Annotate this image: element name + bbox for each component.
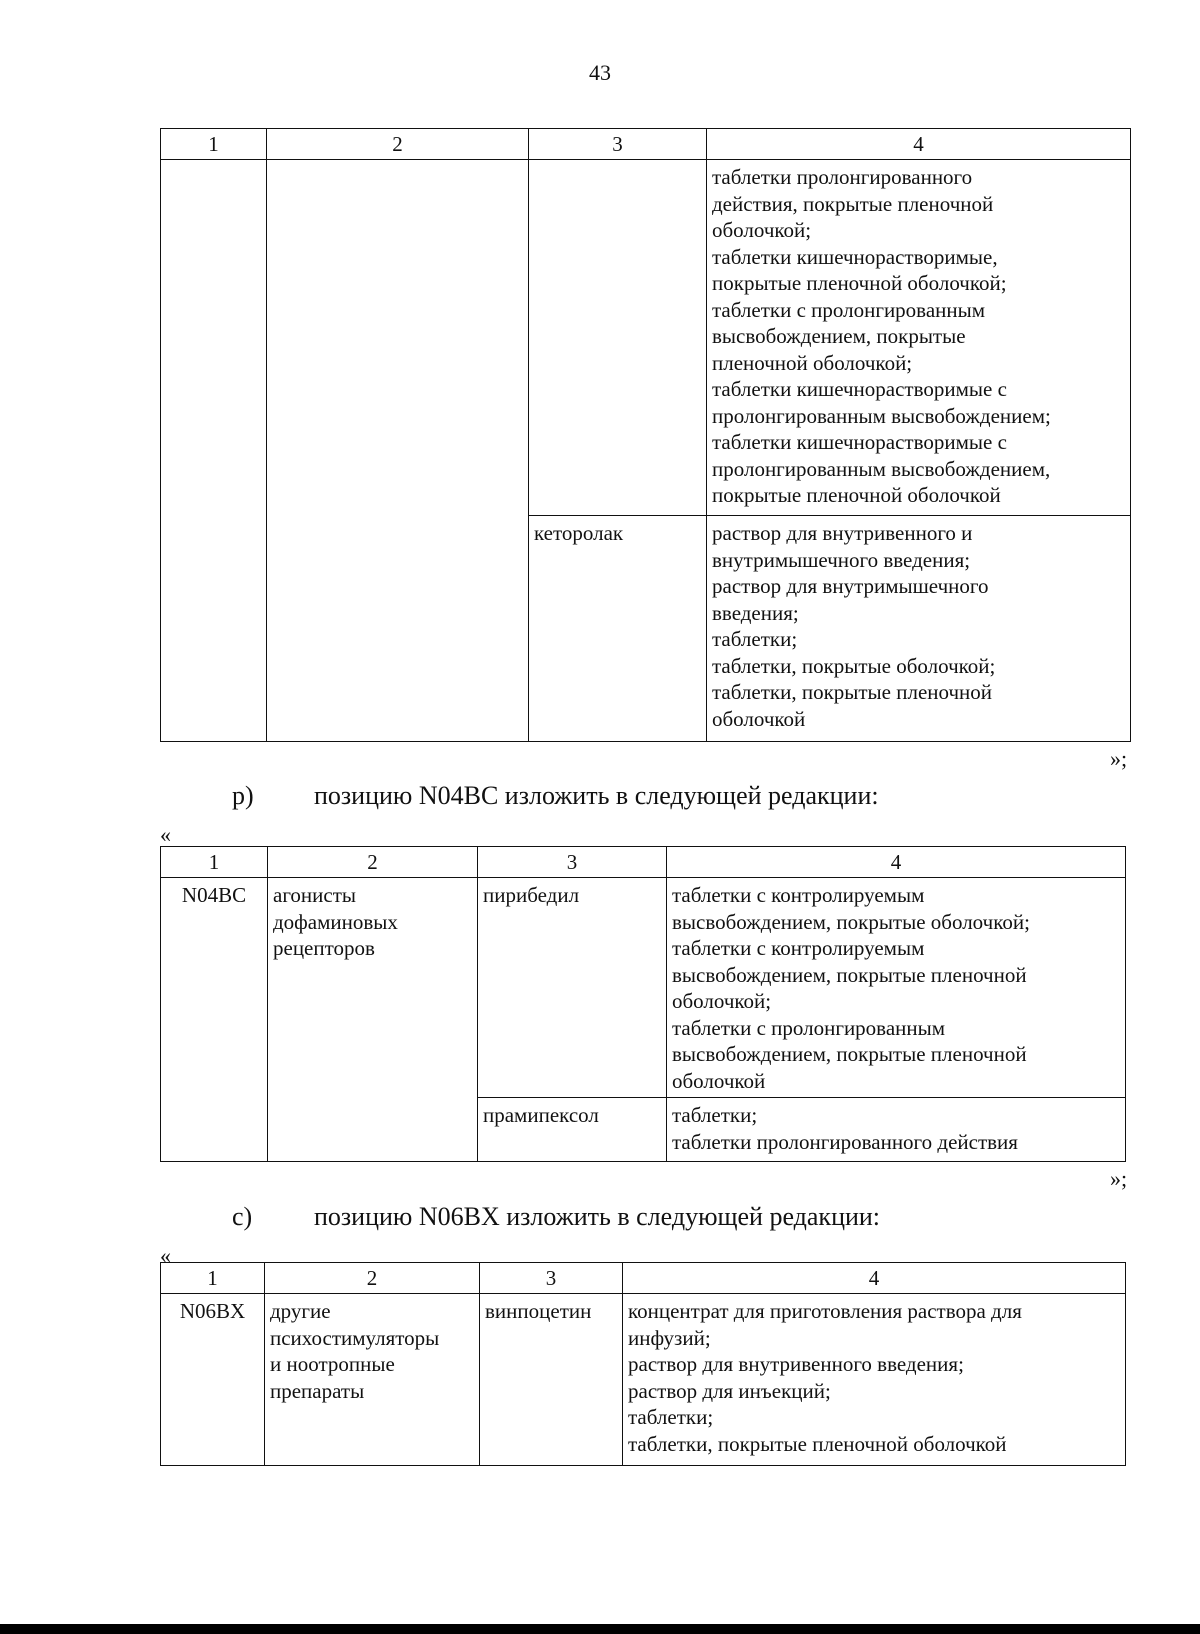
header-cell: 1 — [161, 847, 268, 878]
forms-cell — [667, 1098, 1126, 1162]
form-line: действия, покрытые пленочной — [712, 191, 994, 216]
form-line: таблетки кишечнорастворимые, — [712, 244, 998, 269]
form-line: высвобождением, покрытые пленочной — [672, 1042, 1027, 1066]
group-line: агонисты — [273, 883, 356, 907]
drug-cell — [529, 516, 707, 742]
group-line: рецепторов — [273, 936, 375, 960]
header-cell: 4 — [667, 847, 1126, 878]
header-cell: 1 — [161, 129, 267, 160]
group-cell — [265, 1294, 480, 1466]
header-cell: 4 — [623, 1263, 1126, 1294]
header-cell: 3 — [480, 1263, 623, 1294]
form-line: пленочной оболочкой; — [712, 350, 913, 375]
form-line: таблетки, покрытые пленочной оболочкой — [628, 1431, 1007, 1456]
section-text: позицию N06BX изложить в следующей редакции: — [314, 1202, 881, 1231]
form-line: оболочкой — [712, 706, 806, 731]
header-cell: 2 — [267, 129, 529, 160]
atc-code: N06BX — [179, 1299, 246, 1323]
section-text: позицию N04BC изложить в следующей редакции: — [314, 781, 879, 810]
form-line: таблетки кишечнорастворимые с — [712, 430, 1007, 454]
header-cell: 2 — [268, 847, 478, 878]
drug-cell — [478, 1098, 667, 1162]
drug-name: кеторолак — [534, 521, 624, 545]
drug-cell — [480, 1294, 623, 1466]
form-line: оболочкой — [672, 1068, 766, 1093]
form-line: покрытые пленочной оболочкой; — [712, 271, 1007, 295]
form-line: таблетки с пролонгированным — [672, 1015, 946, 1040]
forms-cell — [707, 516, 1131, 742]
header-cell: 3 — [529, 129, 707, 160]
form-line: пролонгированным высвобождением; — [712, 403, 1051, 428]
forms-cell — [667, 878, 1126, 1098]
group-line: и ноотропные — [270, 1352, 395, 1376]
form-line: таблетки; — [628, 1405, 714, 1429]
group-line: психостимуляторы — [270, 1325, 440, 1350]
opening-quote: « — [160, 822, 171, 847]
form-line: таблетки кишечнорастворимые с — [712, 377, 1007, 401]
form-line: высвобождением, покрытые пленочной — [672, 962, 1027, 987]
closing-quote: »; — [1110, 746, 1128, 771]
form-line: таблетки с пролонгированным — [712, 297, 986, 322]
form-line: таблетки; — [672, 1103, 758, 1127]
form-line: оболочкой; — [712, 218, 812, 242]
drug-cell — [478, 878, 667, 1098]
group-cell — [267, 160, 529, 742]
form-line: высвобождением, покрытые оболочкой; — [672, 909, 1030, 934]
form-line: внутримышечного введения; — [712, 547, 971, 572]
form-line: покрытые пленочной оболочкой — [712, 483, 1001, 507]
form-line: раствор для внутривенного и — [712, 521, 973, 545]
closing-quote: »; — [1110, 1166, 1128, 1191]
group-line: дофаминовых — [273, 909, 398, 934]
scan-edge-bar — [0, 1624, 1200, 1634]
form-line: раствор для инъекций; — [628, 1378, 831, 1403]
group-line: другие — [270, 1299, 331, 1323]
group-cell — [268, 878, 478, 1162]
header-cell: 1 — [161, 1263, 265, 1294]
code-cell — [161, 160, 267, 742]
form-line: раствор для внутривенного введения; — [628, 1352, 964, 1376]
form-line: раствор для внутримышечного — [712, 574, 989, 598]
form-line: пролонгированным высвобождением, — [712, 456, 1051, 481]
table-header-row — [161, 1263, 1126, 1294]
group-line: препараты — [270, 1378, 365, 1403]
opening-quote: « — [160, 1243, 171, 1268]
section-label: р) — [232, 781, 254, 810]
atc-code: N04BC — [181, 883, 247, 907]
table-n06bx — [160, 1262, 1126, 1466]
form-line: таблетки пролонгированного действия — [672, 1129, 1018, 1154]
form-line: таблетки; — [712, 627, 798, 651]
table-n04bc — [160, 846, 1126, 1162]
drug-cell — [529, 160, 707, 516]
table-header-row — [161, 129, 1131, 160]
table-row — [161, 1294, 1126, 1466]
section-heading-p — [232, 781, 879, 811]
form-line: инфузий; — [628, 1325, 711, 1350]
form-line: таблетки с контролируемым — [672, 883, 925, 907]
table-row — [161, 160, 1131, 516]
table-continued — [160, 128, 1131, 742]
form-line: оболочкой; — [672, 989, 772, 1013]
code-cell — [161, 1294, 265, 1466]
header-cell: 4 — [707, 129, 1131, 160]
table-header-row — [161, 847, 1126, 878]
drug-name: пирибедил — [483, 883, 580, 907]
form-line: введения; — [712, 600, 799, 625]
section-label: с) — [232, 1202, 253, 1231]
code-cell — [161, 878, 268, 1162]
page-number: 43 — [589, 60, 611, 85]
form-line: таблетки, покрытые оболочкой; — [712, 653, 996, 678]
form-line: таблетки, покрытые пленочной — [712, 680, 993, 704]
drug-name: винпоцетин — [485, 1299, 592, 1323]
table-row — [161, 878, 1126, 1098]
form-line: концентрат для приготовления раствора для — [628, 1299, 1022, 1323]
forms-cell — [623, 1294, 1126, 1466]
form-line: таблетки пролонгированного — [712, 165, 973, 189]
form-line: таблетки с контролируемым — [672, 936, 925, 960]
drug-name: прамипексол — [483, 1103, 599, 1127]
section-heading-c — [232, 1202, 880, 1232]
header-cell: 2 — [265, 1263, 480, 1294]
form-line: высвобождением, покрытые — [712, 324, 966, 348]
forms-cell — [707, 160, 1131, 516]
header-cell: 3 — [478, 847, 667, 878]
